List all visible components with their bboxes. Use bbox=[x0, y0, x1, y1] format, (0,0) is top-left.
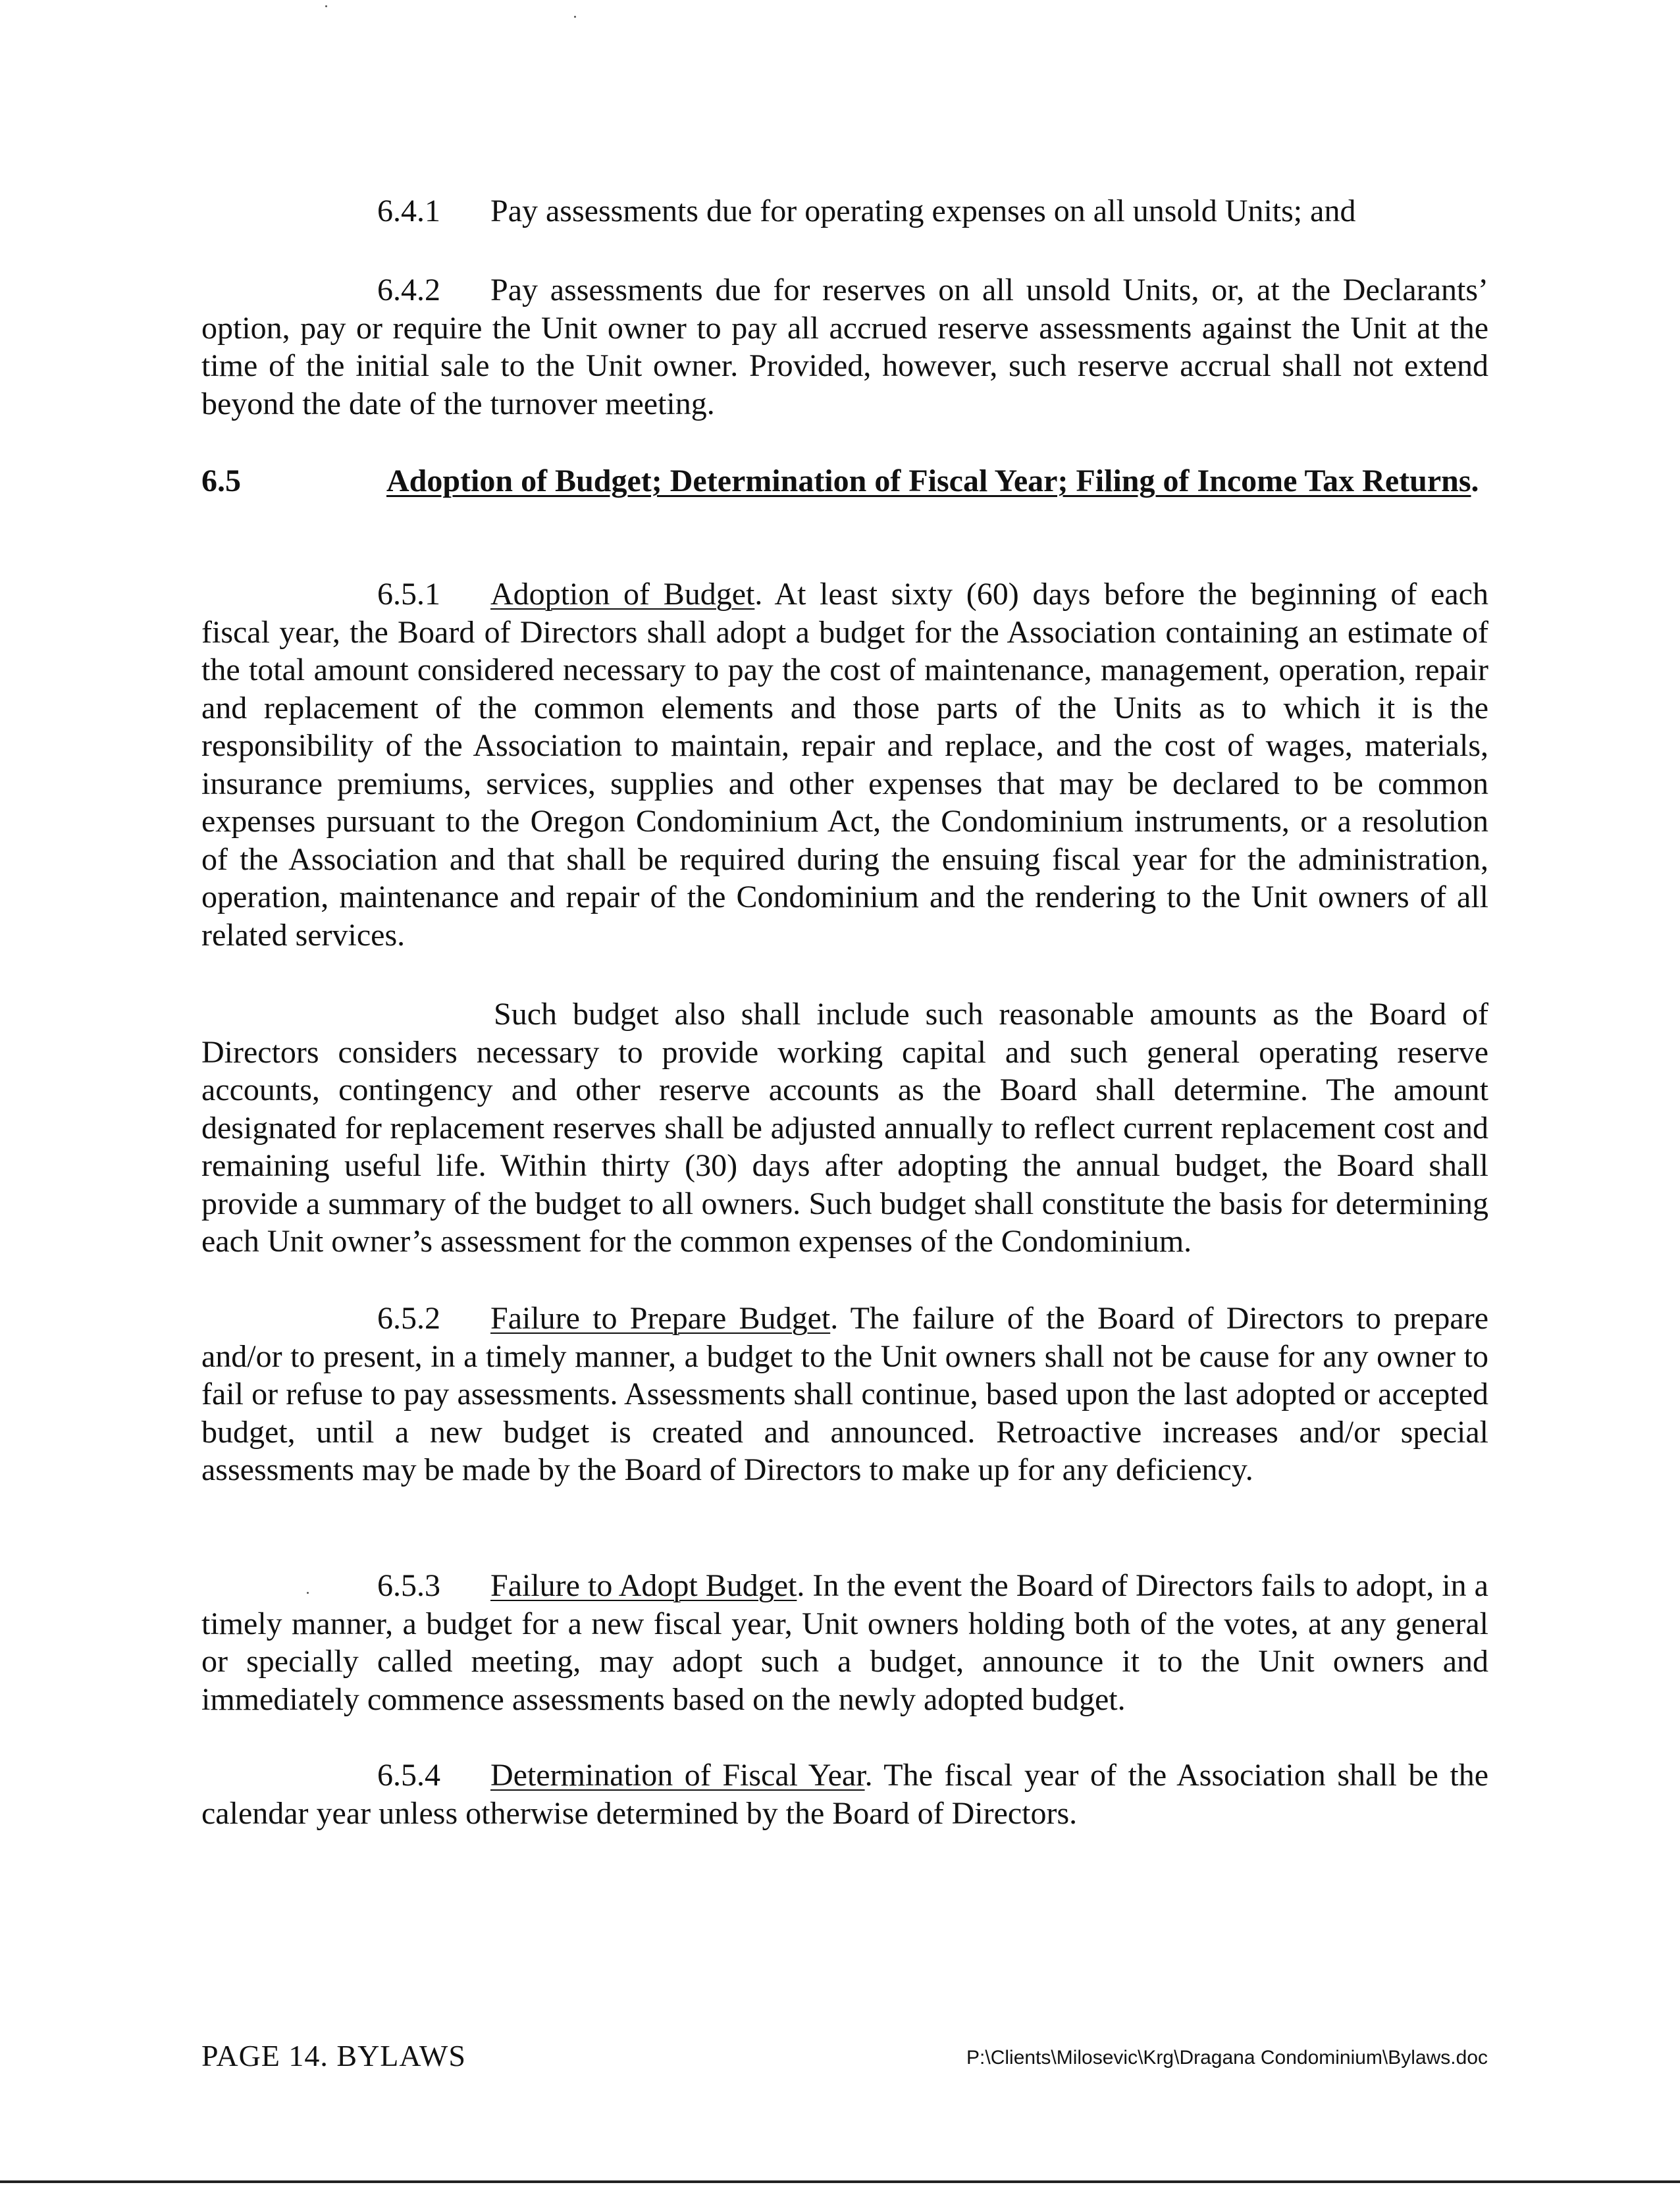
section-title: Adoption of Budget; Determination of Fiscal Year; Filing of Income Tax Returns bbox=[386, 463, 1471, 498]
subsection-title: Failure to Adopt Budget bbox=[490, 1568, 797, 1603]
section-title-period: . bbox=[1471, 463, 1479, 498]
paragraph-text: Pay assessments due for reserves on all unsold Units, or, at the Declarants’ option, pay or require the Unit owner to pay all accrued reserve assessments against the Unit at the time of the initial sale to the Unit owner. Provided, however, such reserve accrual shall not extend beyond the date of the turnover meeting. bbox=[201, 273, 1488, 421]
paragraph-6-5-2 bbox=[201, 1300, 1488, 1489]
paragraph-text: Such budget also shall include such reasonable amounts as the Board of Directors considers necessary to provide working capital and such general operating reserve accounts, contingency and other reserve accounts as the Board shall determine. The amount designated for replacement reserves shall be adjusted annually to reflect current replacement cost and remaining useful life. Within thirty (30) days after adopting the annual budget, the Board shall provide a summary of the budget to all owners. Such budget shall constitute the basis for determining each Unit owner’s assessment for the common expenses of the Condominium. bbox=[201, 997, 1488, 1259]
bottom-rule bbox=[0, 2180, 1680, 2183]
section-number: 6.5.2 bbox=[377, 1301, 440, 1336]
paragraph-6-5-4 bbox=[201, 1756, 1488, 1832]
section-number: 6.5 bbox=[201, 463, 241, 498]
paragraph-text: . In the event the Board of Directors fails to adopt, in a timely manner, a budget for a new fiscal year, Unit owners holding both of the votes, at any general or specially called meeting, may adopt such a budget, announce it to the Unit owners and immediately commence assessments based on the newly adopted budget. bbox=[201, 1568, 1488, 1717]
paragraph-text: . The failure of the Board of Directors to prepare and/or to present, in a timely manner, a budget to the Unit owners shall not be cause for any owner to fail or refuse to pay assessments. Assessments shall continue, based upon the last adopted or accepted budget, until a new budget is created and announced. Retroactive increases and/or special assessments may be made by the Board of Directors to make up for any deficiency. bbox=[201, 1301, 1489, 1487]
paragraph-6-4-1 bbox=[201, 192, 1488, 230]
subsection-title: Adoption of Budget bbox=[490, 577, 755, 612]
section-number: 6.5.4 bbox=[377, 1758, 440, 1793]
scan-speck bbox=[574, 16, 576, 18]
subsection-title: Determination of Fiscal Year bbox=[490, 1758, 865, 1793]
section-number: 6.4.1 bbox=[377, 194, 440, 228]
paragraph-text: Pay assessments due for operating expenses on all unsold Units; and bbox=[490, 194, 1356, 228]
section-number: 6.5.1 bbox=[377, 577, 440, 612]
paragraph-text: . At least sixty (60) days before the beginning of each fiscal year, the Board of Directors shall adopt a budget for the Association containing an estimate of the total amount considered necessary to pay the cost of maintenance, management, operation, repair and replacement of the common elements and those parts of the Units as to which it is the responsibility of the Association to maintain, repair and replace, and the cost of wages, materials, insurance premiums, services, supplies and other expenses that may be declared to be common expenses pursuant to the Oregon Condominium Act, the Condominium instruments, or a resolution of the Association and that shall be required during the ensuing fiscal year for the administration, operation, maintenance and repair of the Condominium and the rendering to the Unit owners of all related services. bbox=[201, 577, 1488, 953]
section-number: 6.4.2 bbox=[377, 273, 440, 307]
subsection-title: Failure to Prepare Budget bbox=[490, 1301, 831, 1336]
paragraph-6-4-2 bbox=[201, 271, 1488, 423]
paragraph-text: . The fiscal year of the Association shall be the calendar year unless otherwise determined by the Board of Directors. bbox=[201, 1758, 1489, 1831]
section-heading-6-5 bbox=[201, 462, 1488, 500]
paragraph-6-5-1 bbox=[201, 575, 1488, 954]
paragraph-6-5-3 bbox=[201, 1567, 1488, 1718]
footer-file-path: P:\Clients\Milosevic\Krg\Dragana Condominium\Bylaws.doc bbox=[966, 2047, 1488, 2069]
paragraph-6-5-1-continued bbox=[201, 995, 1488, 1261]
footer-page-label: PAGE 14. BYLAWS bbox=[201, 2039, 466, 2072]
scan-speck bbox=[325, 5, 327, 7]
section-number: 6.5.3 bbox=[377, 1568, 440, 1603]
